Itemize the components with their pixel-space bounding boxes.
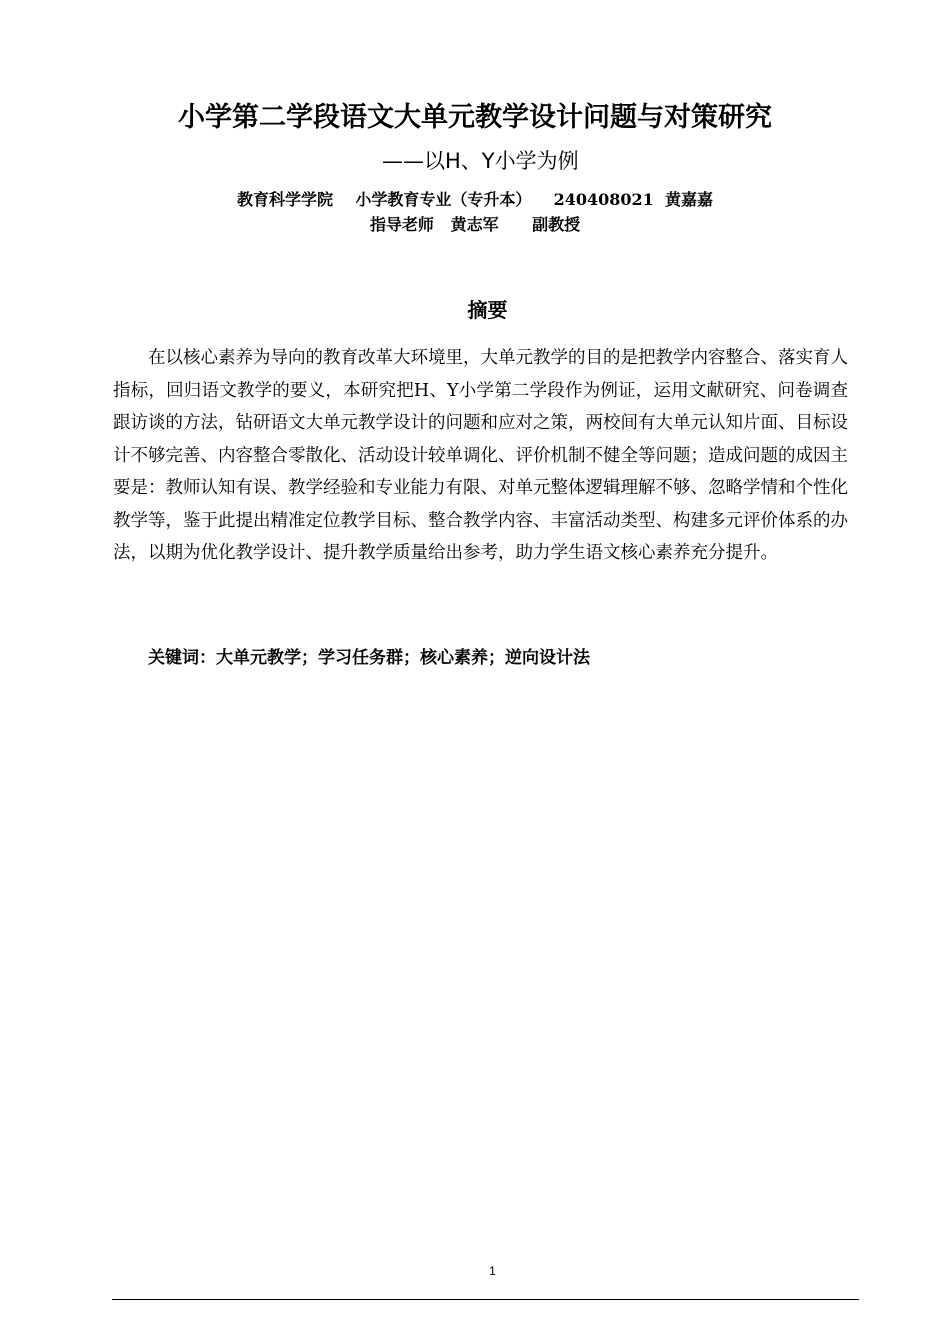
major-name: 小学教育专业（专升本）: [355, 190, 532, 209]
college-name: 教育科学学院: [237, 190, 334, 209]
paper-title: 小学第二学段语文大单元教学设计问题与对策研究: [178, 102, 772, 133]
abstract-body: 在以核心素养为导向的教育改革大环境里，大单元教学的目的是把教学内容整合、落实育人指标，回归语文教学的要义，本研究把H、Y小学第二学段作为例证，运用文献研究、问卷调查跟访谈的方法，钻研语文大单元教学设计的问题和应对之策，两校间有大单元认知片面、目标设计不够完善、内容整合零散化、活动设计较单调化、评价机制不健全等问题；造成问题的成因主要是：教师认知有误、教学经验和专业能力有限、对单元整体逻辑理解不够、忽略学情和个性化教学等，鉴于此提出精准定位教学目标、整合教学内容、丰富活动类型、构建多元评价体系的办法，以期为优化教学设计、提升教学质量给出参考，助力学生语文核心素养充分提升。: [113, 348, 848, 563]
page-number: 1: [489, 1264, 496, 1278]
advisor-label: 指导老师: [369, 215, 434, 234]
keywords: 关键词：大单元教学；学习任务群；核心素养；逆向设计法: [148, 648, 590, 668]
advisor-line: [0, 213, 950, 237]
author-line: [0, 188, 950, 212]
author-name: 黄嘉嘉: [664, 190, 713, 209]
paper-subtitle: ——以H、Y小学为例: [382, 149, 579, 173]
abstract-heading: 摘要: [467, 298, 508, 322]
advisor-name: 黄志军: [450, 215, 499, 234]
footer-rule: [112, 1299, 859, 1300]
student-id: 240408021: [553, 190, 654, 209]
advisor-title: 副教授: [532, 215, 581, 234]
